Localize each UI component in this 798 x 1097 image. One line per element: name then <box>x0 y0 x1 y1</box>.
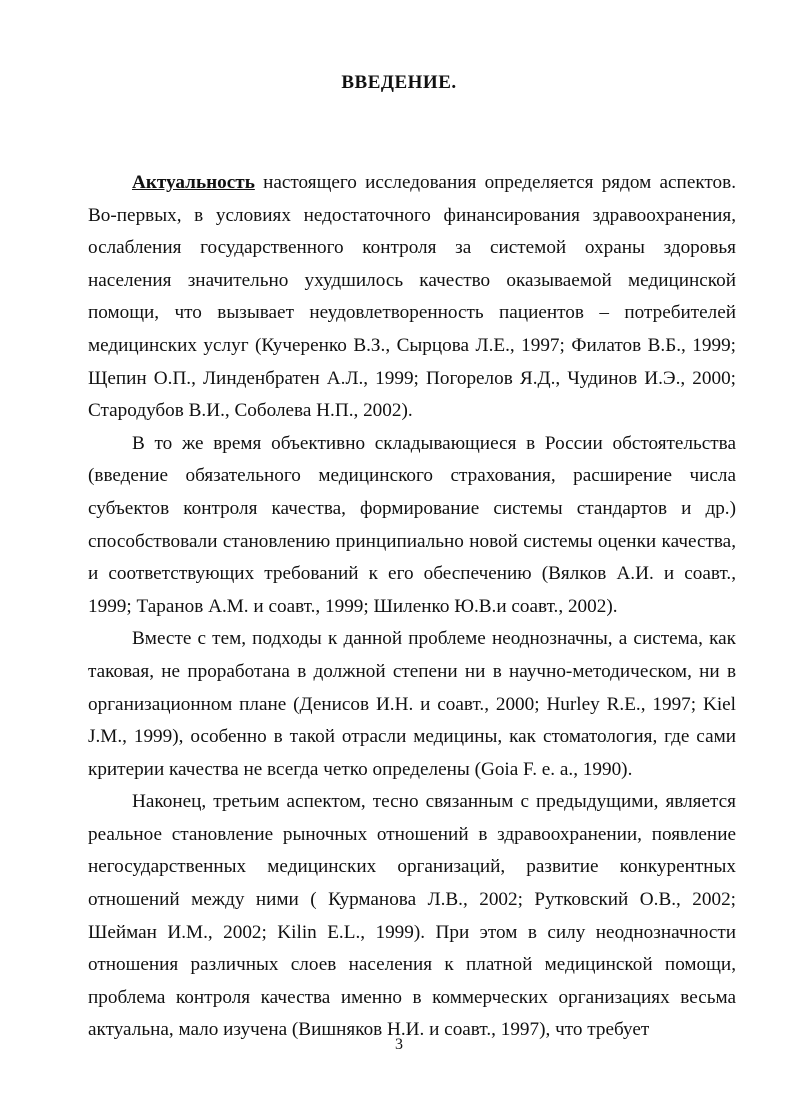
paragraph-approaches: Вместе с тем, подходы к данной проблеме неоднозначны, а система, как таковая, не проработана в должной степени ни в научно-методическом, ни в организационном плане (Денисов И.Н. и соавт., 2000; Hurley R.E., 1997; Kiel J.M., 1999), особенно в такой отрасли медицины, как стоматология, где сами критерии качества не всегда четко определены (Goia F. e. a., 1990). <box>88 628 736 780</box>
paragraph-circumstances: В то же время объективно складывающиеся в России обстоятельства (введение обязательного медицинского страхования, расширение числа субъектов контроля качества, формирование системы стандартов и др.) способствовали становлению принципиально новой системы оценки качества, и соответствующих требований к его обеспечению (Вялков А.И. и соавт., 1999; Таранов А.М. и соавт., 1999; Шиленко Ю.В.и соавт., 2002). <box>88 432 736 617</box>
paragraph-text: настоящего исследования определяется рядом аспектов. Во-первых, в условиях недостаточного финансирования здравоохранения, ослабления государственного контроля за системой охраны здоровья населения значительно ухудшилось качество оказываемой медицинской помощи, что вызывает неудовлетворенность пациентов – потребителей медицинских услуг (Кучеренко В.З., Сырцова Л.Е., 1997; Филатов В.Б., 1999; Щепин О.П., Линденбратен А.Л., 1999; Погорелов Я.Д., Чудинов И.Э., 2000; Стародубов В.И., Соболева Н.П., 2002). <box>88 172 736 422</box>
page-title: ВВЕДЕНИЕ. <box>341 72 457 93</box>
lead-term-relevance: Актуальность <box>132 172 255 193</box>
body-text <box>88 167 736 1047</box>
page-number: 3 <box>395 1036 403 1053</box>
paragraph-relevance <box>88 167 736 428</box>
paragraph-third-aspect: Наконец, третьим аспектом, тесно связанным с предыдущими, является реальное становление рыночных отношений в здравоохранении, появление негосударственных медицинских организаций, развитие конкурентных отношений между ними ( Курманова Л.В., 2002; Рутковский О.В., 2002; Шейман И.М., 2002; Kilin E.L., 1999). При этом в силу неоднозначности отношения различных слоев населения к платной медицинской помощи, проблема контроля качества именно в коммерческих организациях весьма актуальна, мало изучена (Вишняков Н.И. и соавт., 1997), что требует <box>88 791 736 1041</box>
